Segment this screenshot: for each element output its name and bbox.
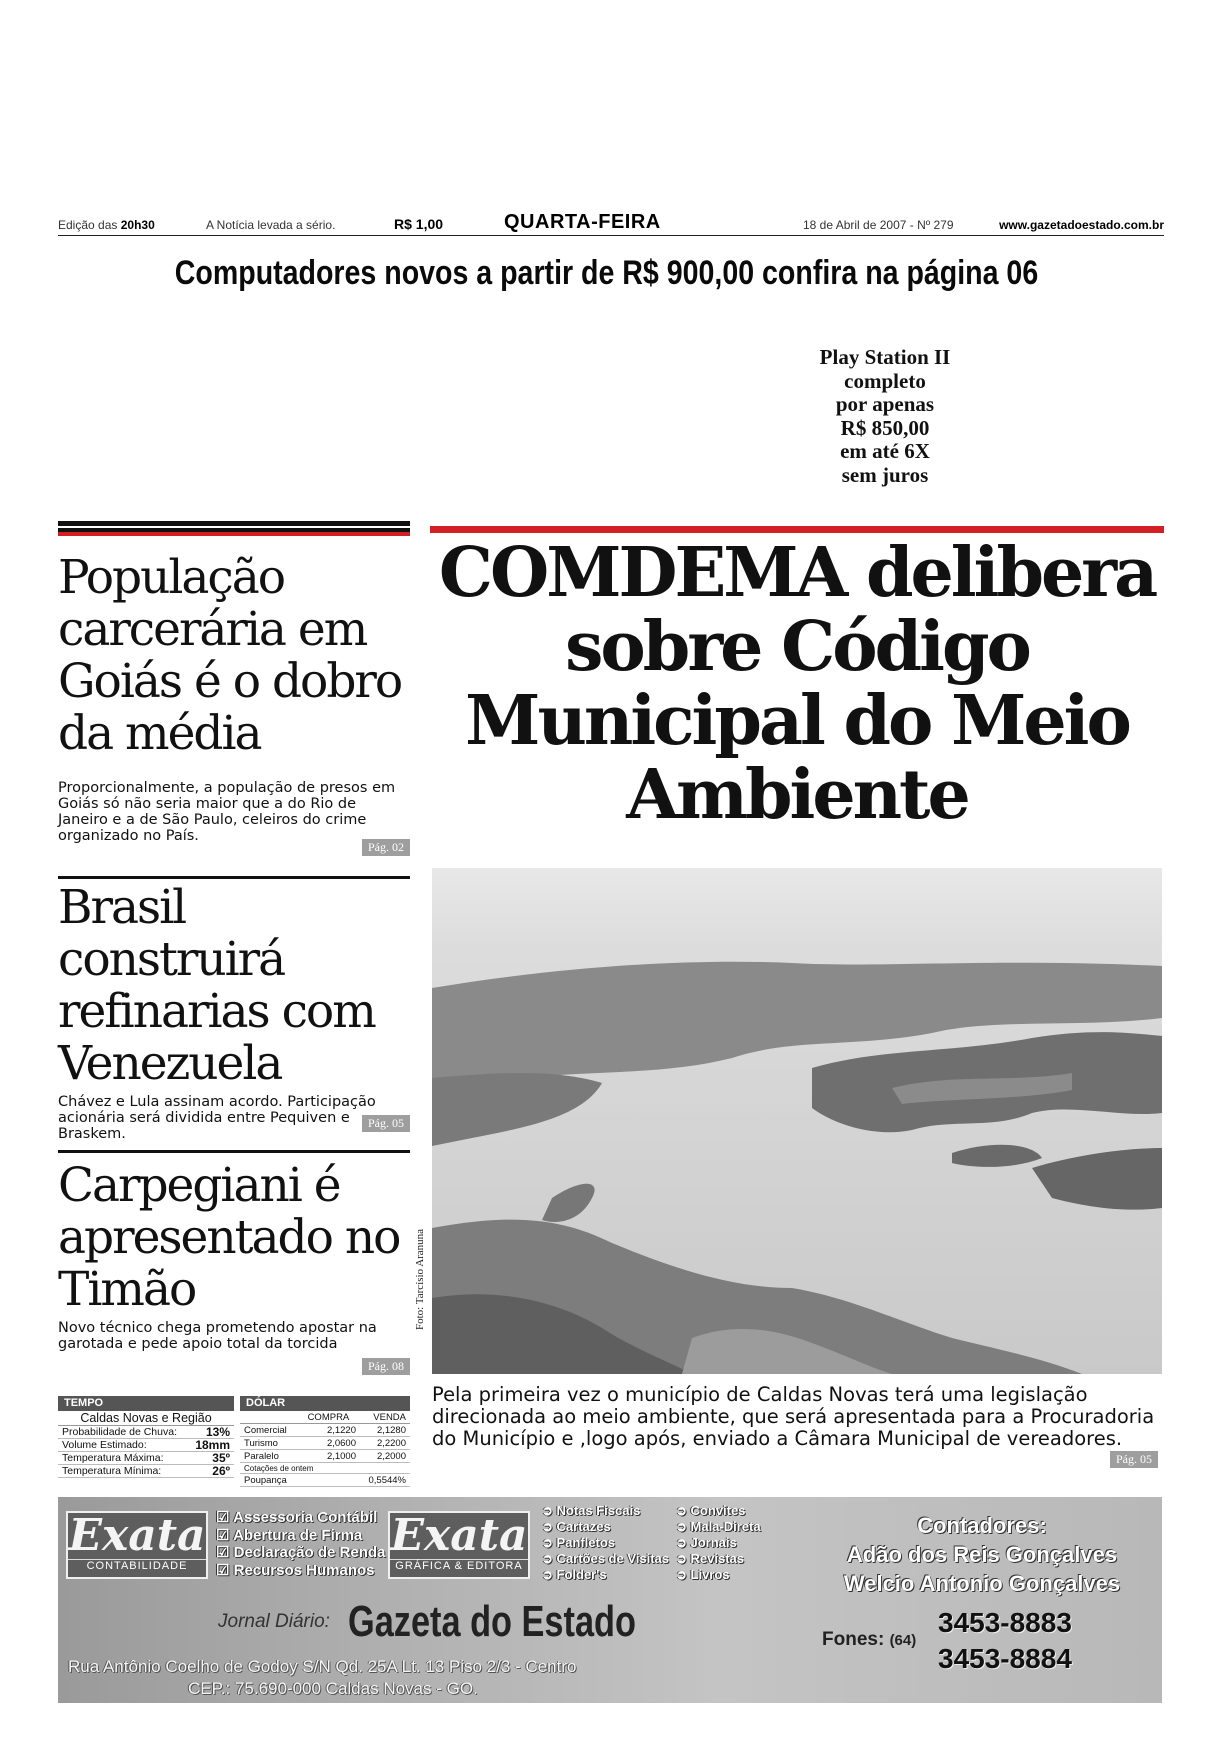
masthead-bar — [58, 212, 1164, 236]
arrow-icon: ➲ Cartazes — [542, 1519, 611, 1534]
check-icon: ☑ Abertura de Firma — [216, 1526, 363, 1544]
contadores-block: Contadores: Adão dos Reis Gonçalves Welcio Antonio Gonçalves — [843, 1513, 1121, 1596]
check-icon: ☑ Declaração de Renda — [216, 1544, 386, 1561]
story-summary: Proporcionalmente, a população de presos em Goiás só não seria maior que a do Rio de Janeiro e a de São Paulo, celeiros do crime organizado no País. — [58, 780, 396, 844]
page-ref: Pág. 08 — [362, 1358, 410, 1375]
exata-advertisement[interactable] — [58, 1497, 1162, 1703]
page-ref: Pág. 05 — [1110, 1451, 1158, 1468]
weather-box — [58, 1396, 234, 1476]
ps-line: R$ 850,00 — [840, 415, 930, 440]
slogan: A Notícia levada a sério. — [206, 218, 336, 232]
issue-date: 18 de Abril de 2007 - Nº 279 — [803, 218, 954, 232]
page-ref: Pág. 02 — [362, 839, 410, 856]
ps-line: Play Station II — [819, 345, 951, 369]
weather-row: Temperatura Máxima: 35º — [58, 1452, 234, 1465]
weather-row: Volume Estimado: 18mm — [58, 1439, 234, 1452]
story-brasil-refinarias[interactable] — [58, 880, 410, 1142]
dollar-box — [240, 1396, 410, 1486]
playstation-promo — [780, 346, 990, 487]
dollar-row: Cotações de ontem — [240, 1463, 410, 1474]
weather-row: Temperatura Mínima: 26º — [58, 1465, 234, 1478]
page-ref: Pág. 05 — [362, 1115, 410, 1132]
print-services — [542, 1503, 669, 1583]
story-populacao-carceraria[interactable] — [58, 552, 410, 856]
story-separator — [58, 876, 410, 879]
dollar-row: Paralelo 2,1000 2,2000 — [240, 1450, 410, 1463]
story-title: População carcerária em Goiás é o dobro da média — [58, 550, 402, 761]
dollar-header: DÓLAR — [240, 1396, 410, 1411]
main-red-rule — [430, 526, 1164, 533]
price: R$ 1,00 — [394, 216, 444, 232]
story-summary: Chávez e Lula assinam acordo. Participação acionária será dividida entre Pequiven e Braskem. — [58, 1094, 376, 1142]
exata-contabilidade-logo: Exata CONTABILIDADE — [66, 1511, 208, 1579]
ps-line: completo — [844, 368, 926, 393]
arrow-icon: ➲ Convites — [676, 1503, 746, 1518]
arrow-icon: ➲ Notas Fiscais — [542, 1503, 641, 1518]
arrow-icon: ➲ Livros — [676, 1567, 730, 1582]
arrow-icon: ➲ Jornais — [676, 1535, 737, 1550]
edition-time: Edição das 20h30 — [58, 218, 155, 232]
dollar-row: Comercial 2,1220 2,1280 — [240, 1424, 410, 1437]
accounting-services — [216, 1509, 385, 1579]
ps-line: em até 6X — [840, 439, 930, 463]
arrow-icon: ➲ Revistas — [676, 1551, 744, 1566]
arrow-icon: ➲ Panfletos — [542, 1535, 616, 1550]
address-line-2: CEP.: 75.690-000 Caldas Novas - GO. — [188, 1679, 478, 1698]
left-red-rule — [58, 532, 410, 536]
arrow-icon: ➲ Cartões de Visitas — [542, 1551, 669, 1566]
story-summary: Novo técnico chega prometendo apostar na garotada e pede apoio total da torcida — [58, 1320, 377, 1352]
weather-row: Probabilidade de Chuva: 13% — [58, 1426, 234, 1439]
weekday: QUARTA-FEIRA — [504, 211, 661, 233]
check-icon: ☑ Recursos Humanos — [216, 1561, 375, 1579]
photo-credit: Foto: Tarcísio Aranuna — [414, 1228, 426, 1330]
story-title: Brasil construirá refinarias com Venezuela — [58, 880, 375, 1091]
aerial-lake-photo — [432, 868, 1162, 1374]
arrow-icon: ➲ Folder's — [542, 1567, 607, 1582]
print-services-2 — [676, 1503, 761, 1583]
weather-header: TEMPO — [58, 1396, 234, 1411]
weather-region: Caldas Novas e Região — [58, 1411, 234, 1426]
photo-caption: Pela primeira vez o município de Caldas Novas terá uma legislação direcionada ao meio ambiente, que será apresentada para a Procuradoria do Município e ,logo após, enviado a Câmara Municipal de vereadores. — [432, 1383, 1155, 1450]
exata-grafica-logo: Exata GRÁFICA & EDITORA — [388, 1511, 530, 1579]
phone-2[interactable]: 3453-8884 — [938, 1643, 1072, 1674]
promo-banner: Computadores novos a partir de R$ 900,00 confira na página 06 — [174, 254, 1039, 292]
address-line-1: Rua Antônio Coelho de Godoy S/N Qd. 25A Lt. 13 Piso 2/3 - Centro — [68, 1657, 577, 1676]
dollar-columns: COMPRA VENDA — [240, 1411, 410, 1424]
jornal-name: Gazeta do Estado — [348, 1597, 636, 1646]
phone-1[interactable]: 3453-8883 — [938, 1607, 1072, 1638]
main-headline[interactable]: COMDEMA delibera sobre Código Municipal do Meio Ambiente — [438, 533, 1156, 835]
dollar-row: Poupança 0,5544% — [240, 1474, 410, 1487]
arrow-icon: ➲ Mala-Direta — [676, 1519, 761, 1534]
ps-line: por apenas — [835, 392, 935, 416]
fones-label: Fones: (64) — [822, 1629, 917, 1650]
dollar-row: Turismo 2,0600 2,2200 — [240, 1437, 410, 1450]
ps-line: sem juros — [841, 462, 929, 487]
story-title: Carpegiani é apresentado no Timão — [58, 1158, 400, 1317]
site-url[interactable]: www.gazetadoestado.com.br — [999, 218, 1164, 232]
story-separator — [58, 1150, 410, 1153]
jornal-label: Jornal Diário: — [218, 1611, 330, 1632]
story-carpegiani[interactable] — [58, 1160, 410, 1378]
check-icon: ☑ Assessoria Contábil — [216, 1509, 378, 1526]
